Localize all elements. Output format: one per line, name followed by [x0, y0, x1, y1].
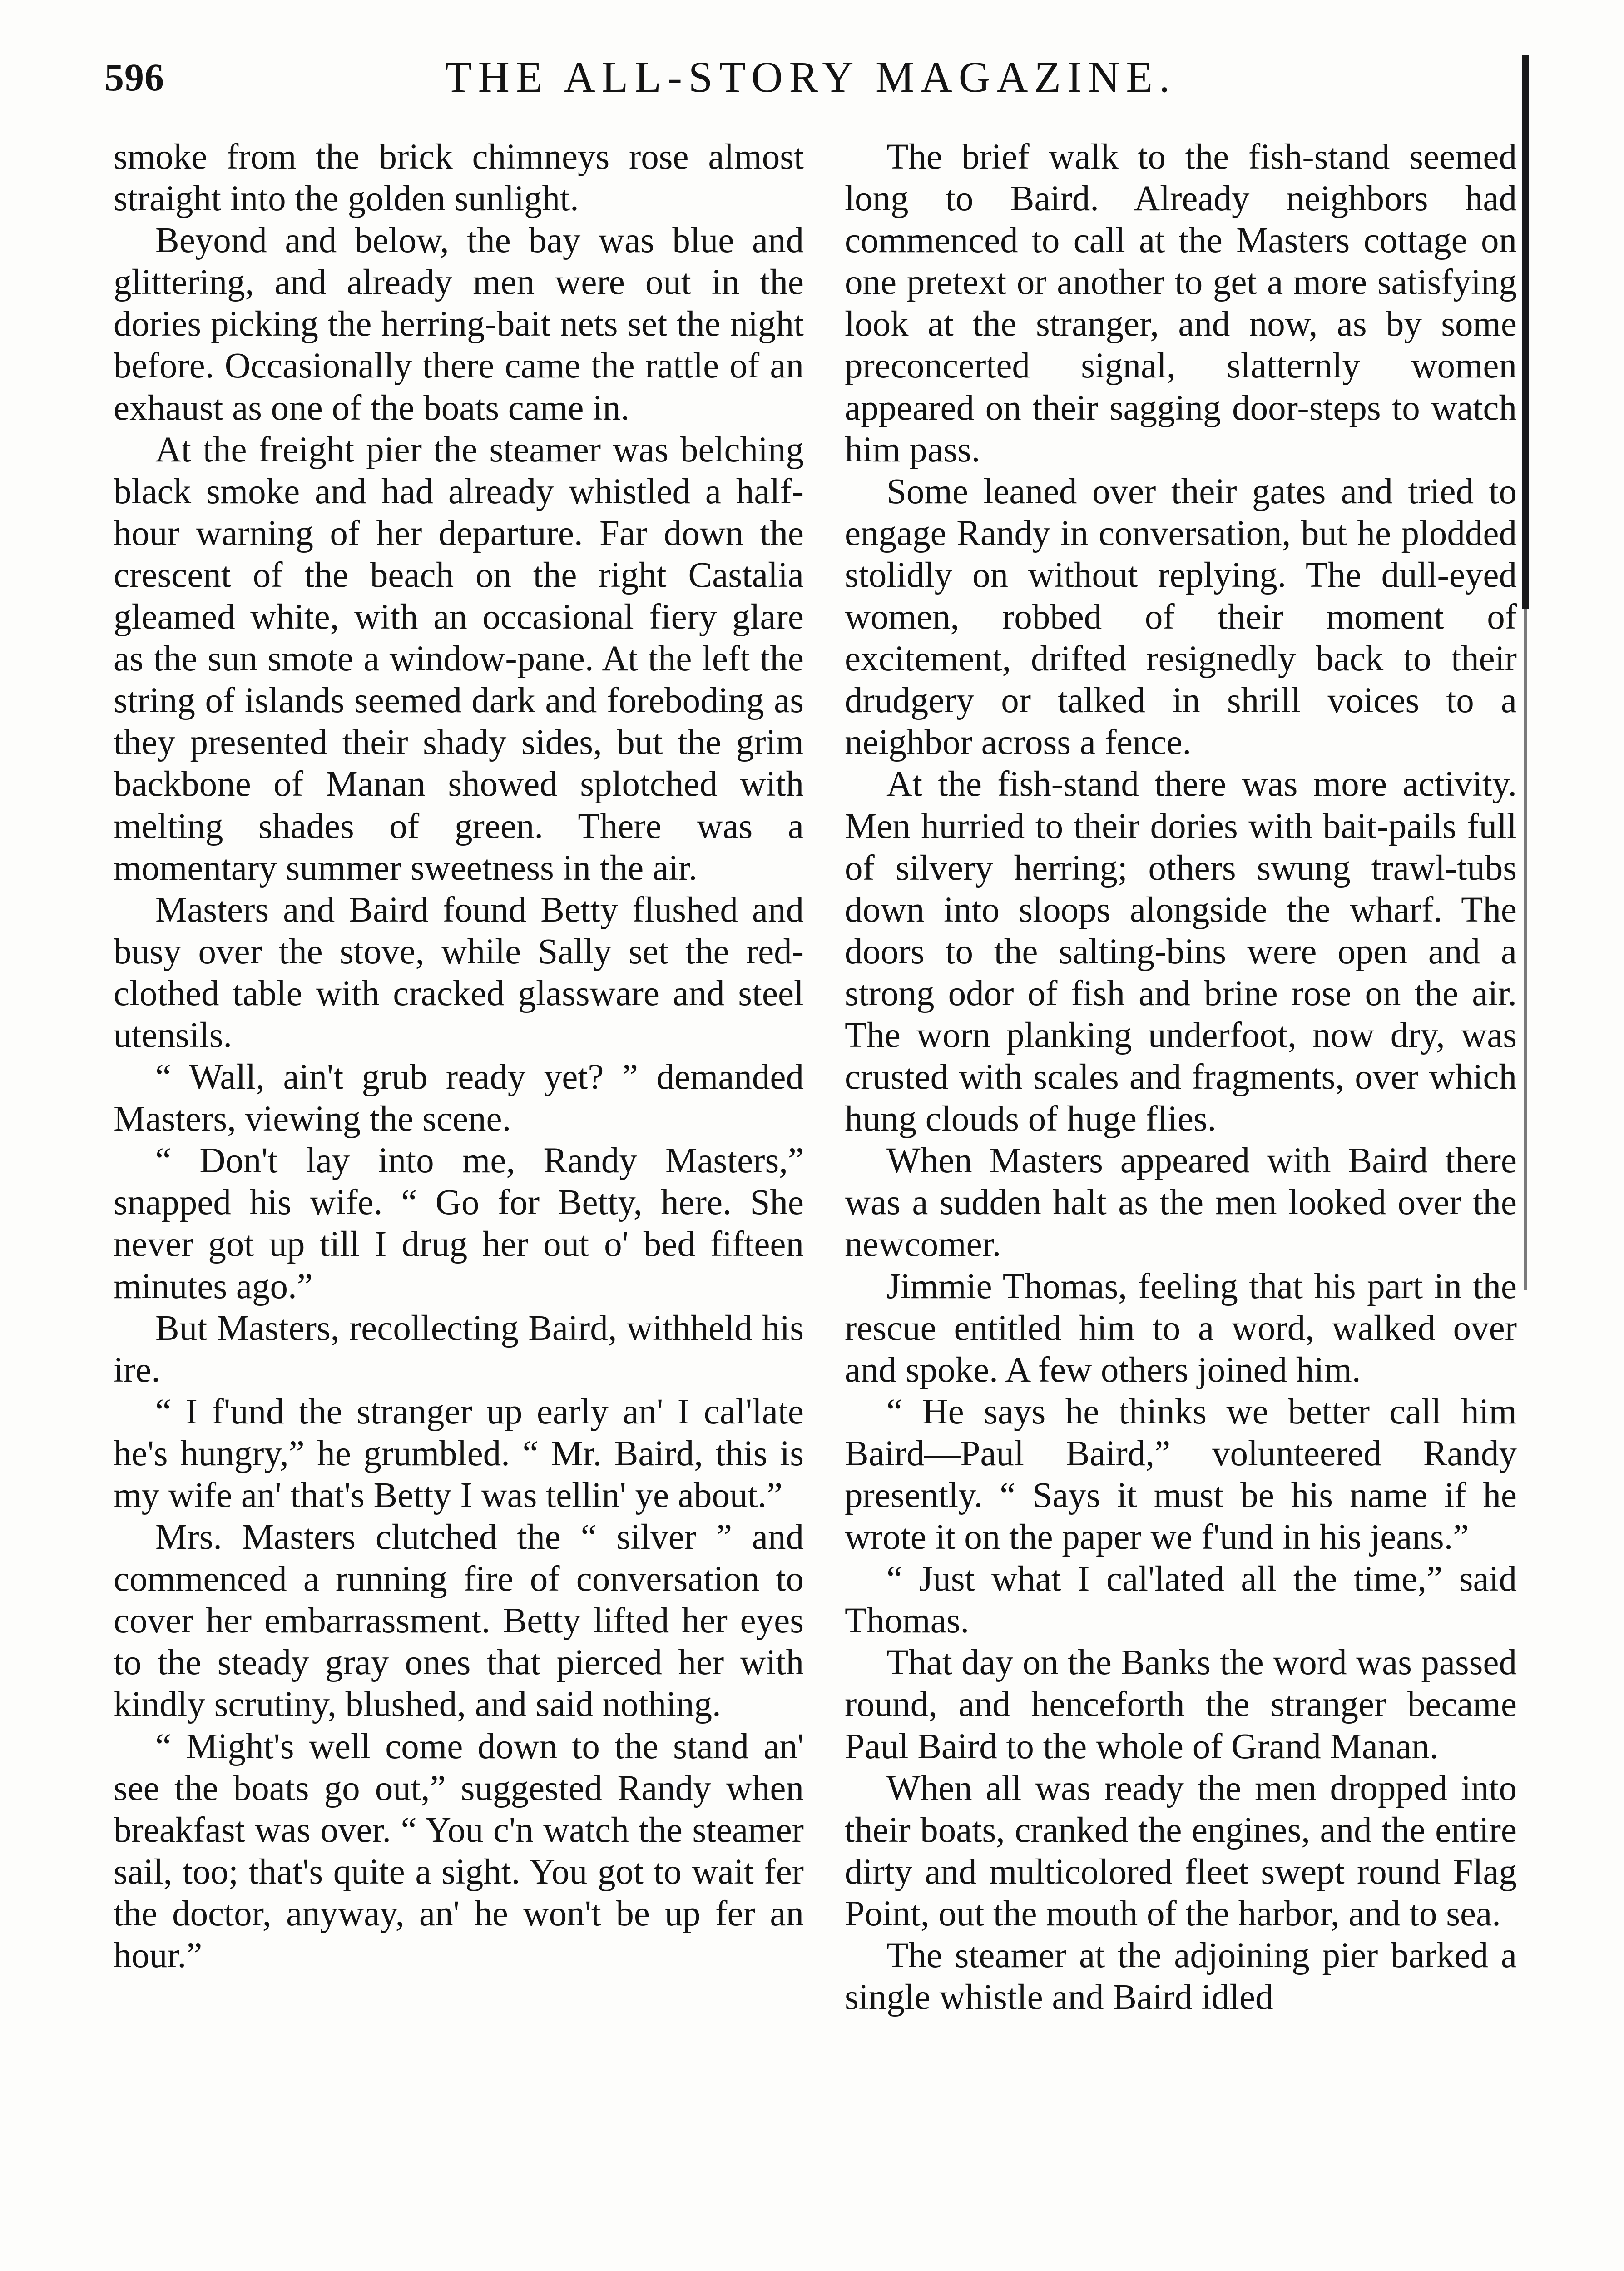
paragraph: “ He says he thinks we better call him Baird—Paul Baird,” volunteered Randy presently. “ Says it must be his name if he wrote it on the paper we f'und in his jeans.” — [845, 1392, 1517, 1557]
paragraph: Some leaned over their gates and tried to engage Randy in conversation, but he plodded stolidly on without replying. The dull-eyed women, robbed of their moment of excitement, drifted resignedly back to their drudgery or talked in shrill voices to a neighbor across a fence. — [845, 471, 1517, 763]
right-column — [845, 136, 1517, 2018]
paragraph: “ I f'und the stranger up early an' I cal'late he's hungry,” he grumbled. “ Mr. Baird, this is my wife an' that's Betty I was tellin' ye about.” — [114, 1392, 804, 1515]
paragraph: The steamer at the adjoining pier barked a single whistle and Baird idled — [845, 1936, 1517, 2018]
paragraph: At the freight pier the steamer was belching black smoke and had already whistled a half-hour warning of her departure. Far down the crescent of the beach on the right Castalia gleamed white, with an occasional fiery glare as the sun smote a window-pane. At the left the string of islands seemed dark and foreboding as they presented their shady sides, but the grim backbone of Manan showed splotched with melting shades of green. There was a momentary summer sweetness in the air. — [114, 430, 804, 888]
paragraph: When all was ready the men dropped into their boats, cranked the engines, and the entire dirty and multicolored fleet swept round Flag Point, out the mouth of the harbor, and to sea. — [845, 1768, 1517, 1934]
paragraph: That day on the Banks the word was passed round, and henceforth the stranger became Paul Baird to the whole of Grand Manan. — [845, 1643, 1517, 1766]
paragraph: Masters and Baird found Betty flushed and busy over the stove, while Sally set the red-clothed table with cracked glassware and steel utensils. — [114, 890, 804, 1055]
paragraph: “ Don't lay into me, Randy Masters,” snapped his wife. “ Go for Betty, here. She never got up till I drug her out o' bed fifteen minutes ago.” — [114, 1141, 804, 1306]
binding-edge-line — [1524, 609, 1527, 1290]
paragraph: Beyond and below, the bay was blue and glittering, and already men were out in the dories picking the herring-bait nets set the night before. Occasionally there came the rattle of an exhaust as one of the boats came in. — [114, 221, 804, 428]
paragraph: When Masters appeared with Baird there was a sudden halt as the men looked over the newcomer. — [845, 1141, 1517, 1264]
page-header — [95, 45, 1526, 114]
paragraph: Mrs. Masters clutched the “ silver ” and commenced a running fire of conversation to cover her embarrassment. Betty lifted her eyes to the steady gray ones that pierced her with kindly scrutiny, blushed, and said nothing. — [114, 1517, 804, 1725]
paragraph: smoke from the brick chimneys rose almost straight into the golden sunlight. — [114, 137, 804, 219]
paragraph: “ Wall, ain't grub ready yet? ” demanded Masters, viewing the scene. — [114, 1057, 804, 1139]
page-number: 596 — [104, 55, 164, 99]
binding-edge-shadow — [1522, 55, 1529, 609]
paragraph: The brief walk to the fish-stand seemed long to Baird. Already neighbors had commenced to call at the Masters cottage on one pretext or another to get a more satisfying look at the stranger, and now, as by some preconcerted signal, slatternly women appeared on their sagging door-steps to watch him pass. — [845, 137, 1517, 470]
paragraph: But Masters, recollecting Baird, withheld his ire. — [114, 1308, 804, 1390]
running-head: THE ALL-STORY MAGAZINE. — [445, 53, 1176, 101]
left-column — [114, 136, 804, 1977]
paragraph: “ Might's well come down to the stand an' see the boats go out,” suggested Randy when breakfast was over. “ You c'n watch the steamer sail, too; that's quite a sight. You got to wait fer the doctor, anyway, an' he won't be up fer an hour.” — [114, 1726, 804, 1976]
paragraph: At the fish-stand there was more activity. Men hurried to their dories with bait-pails full of silvery herring; others swung trawl-tubs down into sloops alongside the wharf. The doors to the salting-bins were open and a strong odor of fish and brine rose on the air. The worn planking underfoot, now dry, was crusted with scales and fragments, over which hung clouds of huge flies. — [845, 764, 1517, 1139]
paragraph: Jimmie Thomas, feeling that his part in the rescue entitled him to a word, walked over and spoke. A few others joined him. — [845, 1266, 1517, 1390]
paragraph: “ Just what I cal'lated all the time,” said Thomas. — [845, 1559, 1517, 1641]
